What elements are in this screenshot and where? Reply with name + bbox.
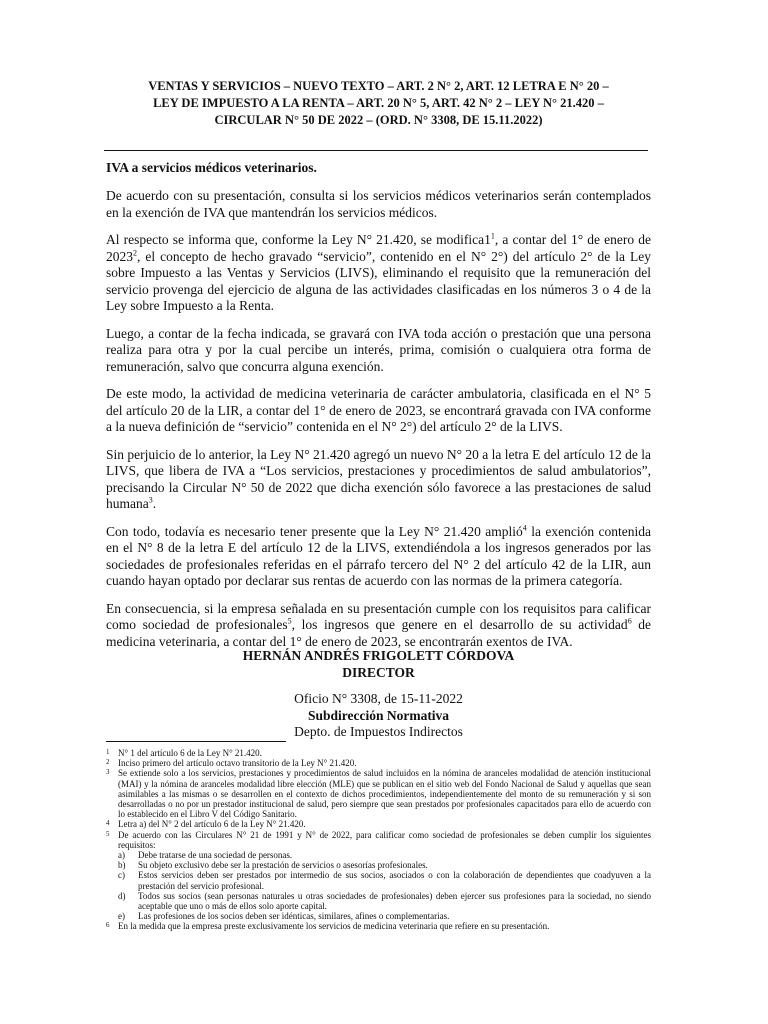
paragraph: De acuerdo con su presentación, consulta si los servicios médicos veterinarios serán contemplados en la exención de IVA que mantendrán los servicios médicos. <box>106 188 651 220</box>
footnote-divider <box>106 741 286 742</box>
requirement-item: b) Su objeto exclusivo debe ser la prestación de servicios o asesorías profesionales. <box>118 860 428 871</box>
title-line: CIRCULAR N° 50 DE 2022 – (ORD. N° 3308, DE 15.11.2022) <box>214 113 543 127</box>
document-title <box>106 78 651 129</box>
requirement-item: c) Estos servicios deben ser prestados por intermedio de sus socios, asociados o con la colaboración de dependientes que coadyuven a la prestación del servicio profesional. <box>118 870 651 891</box>
office-reference: Oficio N° 3308, de 15-11-2022 <box>294 691 463 706</box>
footnote-ref: 3 <box>148 495 153 505</box>
paragraph: En consecuencia, si la empresa señalada en su presentación cumple con los requisitos para calificar como sociedad de profesionales$^5$, los ingresos que genere en el desarrollo de su actividad$^6$ de medicina veterinaria, a contar del 1° de enero de 2023, se encontrarán exentos de IVA. <box>106 600 652 649</box>
paragraph: De este modo, la actividad de medicina veterinaria de carácter ambulatoria, clasificada en el N° 5 del artículo 20 de la LIR, a contar del 1° de enero de 2023, se encontrará gravada con IVA conforme a la nueva definición de “servicio” contenida en el N° 2°) del artículo 2° de la LIVS. <box>106 386 651 434</box>
footnote-ref: 2 <box>133 248 137 257</box>
paragraph: Con todo, todavía es necesario tener presente que la Ley N° 21.420 amplió$^4$ la exención contenida en el N° 8 de la letra E del artículo 12 de la LIVS, extendiéndola a los ingresos generados por las sociedades de profesionales referidas en el párrafo tercero del N° 2 del artículo 42 de la LIR, aun cuando hayan optado por declarar sus rentas de acuerdo con las normas de la primera categoría. <box>106 523 651 588</box>
footnote: 2 Inciso primero del artículo octavo transitorio de la Ley N° 21.420. <box>106 758 357 769</box>
title-divider <box>104 150 648 151</box>
paragraph: Luego, a contar de la fecha indicada, se gravará con IVA toda acción o prestación que una persona realiza para otra y por la cual percibe un interés, prima, comisión o cualquiera otra forma de remuneración, salvo que concurra alguna exención. <box>106 325 651 374</box>
issuing-department: Depto. de Impuestos Indirectos <box>294 724 463 739</box>
requirement-item: d) Todos sus socios (sean personas naturales u otras sociedades de profesionales) deben ejercer sus profesiones para la sociedad, no siendo aceptable que uno o más de ellos solo aporte capital. <box>118 890 651 912</box>
subject-heading: IVA a servicios médicos veterinarios. <box>106 160 317 175</box>
document-body <box>106 188 651 661</box>
signer-role: DIRECTOR <box>342 664 415 680</box>
footnote-ref: 5 <box>287 616 292 626</box>
footnote: 1 N° 1 del artículo 6 de la Ley N° 21.420. <box>106 748 262 758</box>
requirement-item: e) Las profesiones de los socios deben ser idénticas, similares, afines o complementarias. <box>118 911 450 922</box>
paragraph: Sin perjuicio de lo anterior, la Ley N° 21.420 agregó un nuevo N° 20 a la letra E del artículo 12 de la LIVS, que libera de IVA a “Los servicios, prestaciones y procedimientos de salud ambulatorios”, precisando la Circular N° 50 de 2022 que dicha exención sólo favorece a las prestaciones de salud humana$^3$. <box>106 446 651 511</box>
footnote-ref: 1 <box>490 231 495 241</box>
signer-name: HERNÁN ANDRÉS FRIGOLETT CÓRDOVA <box>242 648 515 663</box>
signature-block <box>106 648 651 741</box>
title-line: VENTAS Y SERVICIOS – NUEVO TEXTO – ART. 2 N° 2, ART. 12 LETRA E N° 20 – <box>148 79 609 93</box>
paragraph: Al respecto se informa que, conforme la Ley N° 21.420, se $modifica1^1$, a contar del 1° de enero de 2023$^2$, el concepto de hecho gravado “servicio”, contenido en el N° 2°) del artículo 2° de la Ley sobre Impuesto a las Ventas y Servicios (LIVS), eliminando el requisito que la remuneración del servicio provenga del ejercicio de alguna de las actividades clasificadas en los números 3 o 4 de la Ley sobre Impuesto a la Renta. <box>106 231 652 313</box>
requirement-item: a) Debe tratarse de una sociedad de personas. <box>118 850 293 861</box>
footnotes <box>106 748 651 932</box>
title-line: LEY DE IMPUESTO A LA RENTA – ART. 20 N° 5, ART. 42 N° 2 – LEY N° 21.420 – <box>153 96 604 110</box>
footnote: 3 Se extiende solo a los servicios, prestaciones y procedimientos de salud incluidos en la nómina de aranceles modalidad de atención institucional (MAI) y la nómina de aranceles modalidad libre elección (MLE) que se publican en el sitio web del Fondo Nacional de Salud y aquellas que sean asimilables a las mismas o se desarrollen en el contexto de dichos procedimientos, independientemente del monto de su remuneración y si son desarrolladas o no por un prestador institucional de salud, pero siempre que sean prestados por profesionales capacitados para ello de acuerdo con lo establecido en el Libro V del Código Sanitario. <box>106 768 651 820</box>
footnote-ref: 4 <box>522 523 527 532</box>
footnote: 4 Letra a) del N° 2 del artículo 6 de la Ley N° 21.420. <box>106 819 306 830</box>
footnote-ref: 6 <box>627 616 632 626</box>
footnote: 6 En la medida que la empresa preste exclusivamente los servicios de medicina veterinaria que refiere en su presentación. <box>106 921 550 932</box>
issuing-unit: Subdirección Normativa <box>307 707 450 723</box>
footnote: 5 De acuerdo con las Circulares N° 21 de 1991 y N° de 2022, para calificar como sociedad de profesionales se deben cumplir los siguientes requisitos: <box>106 829 651 850</box>
